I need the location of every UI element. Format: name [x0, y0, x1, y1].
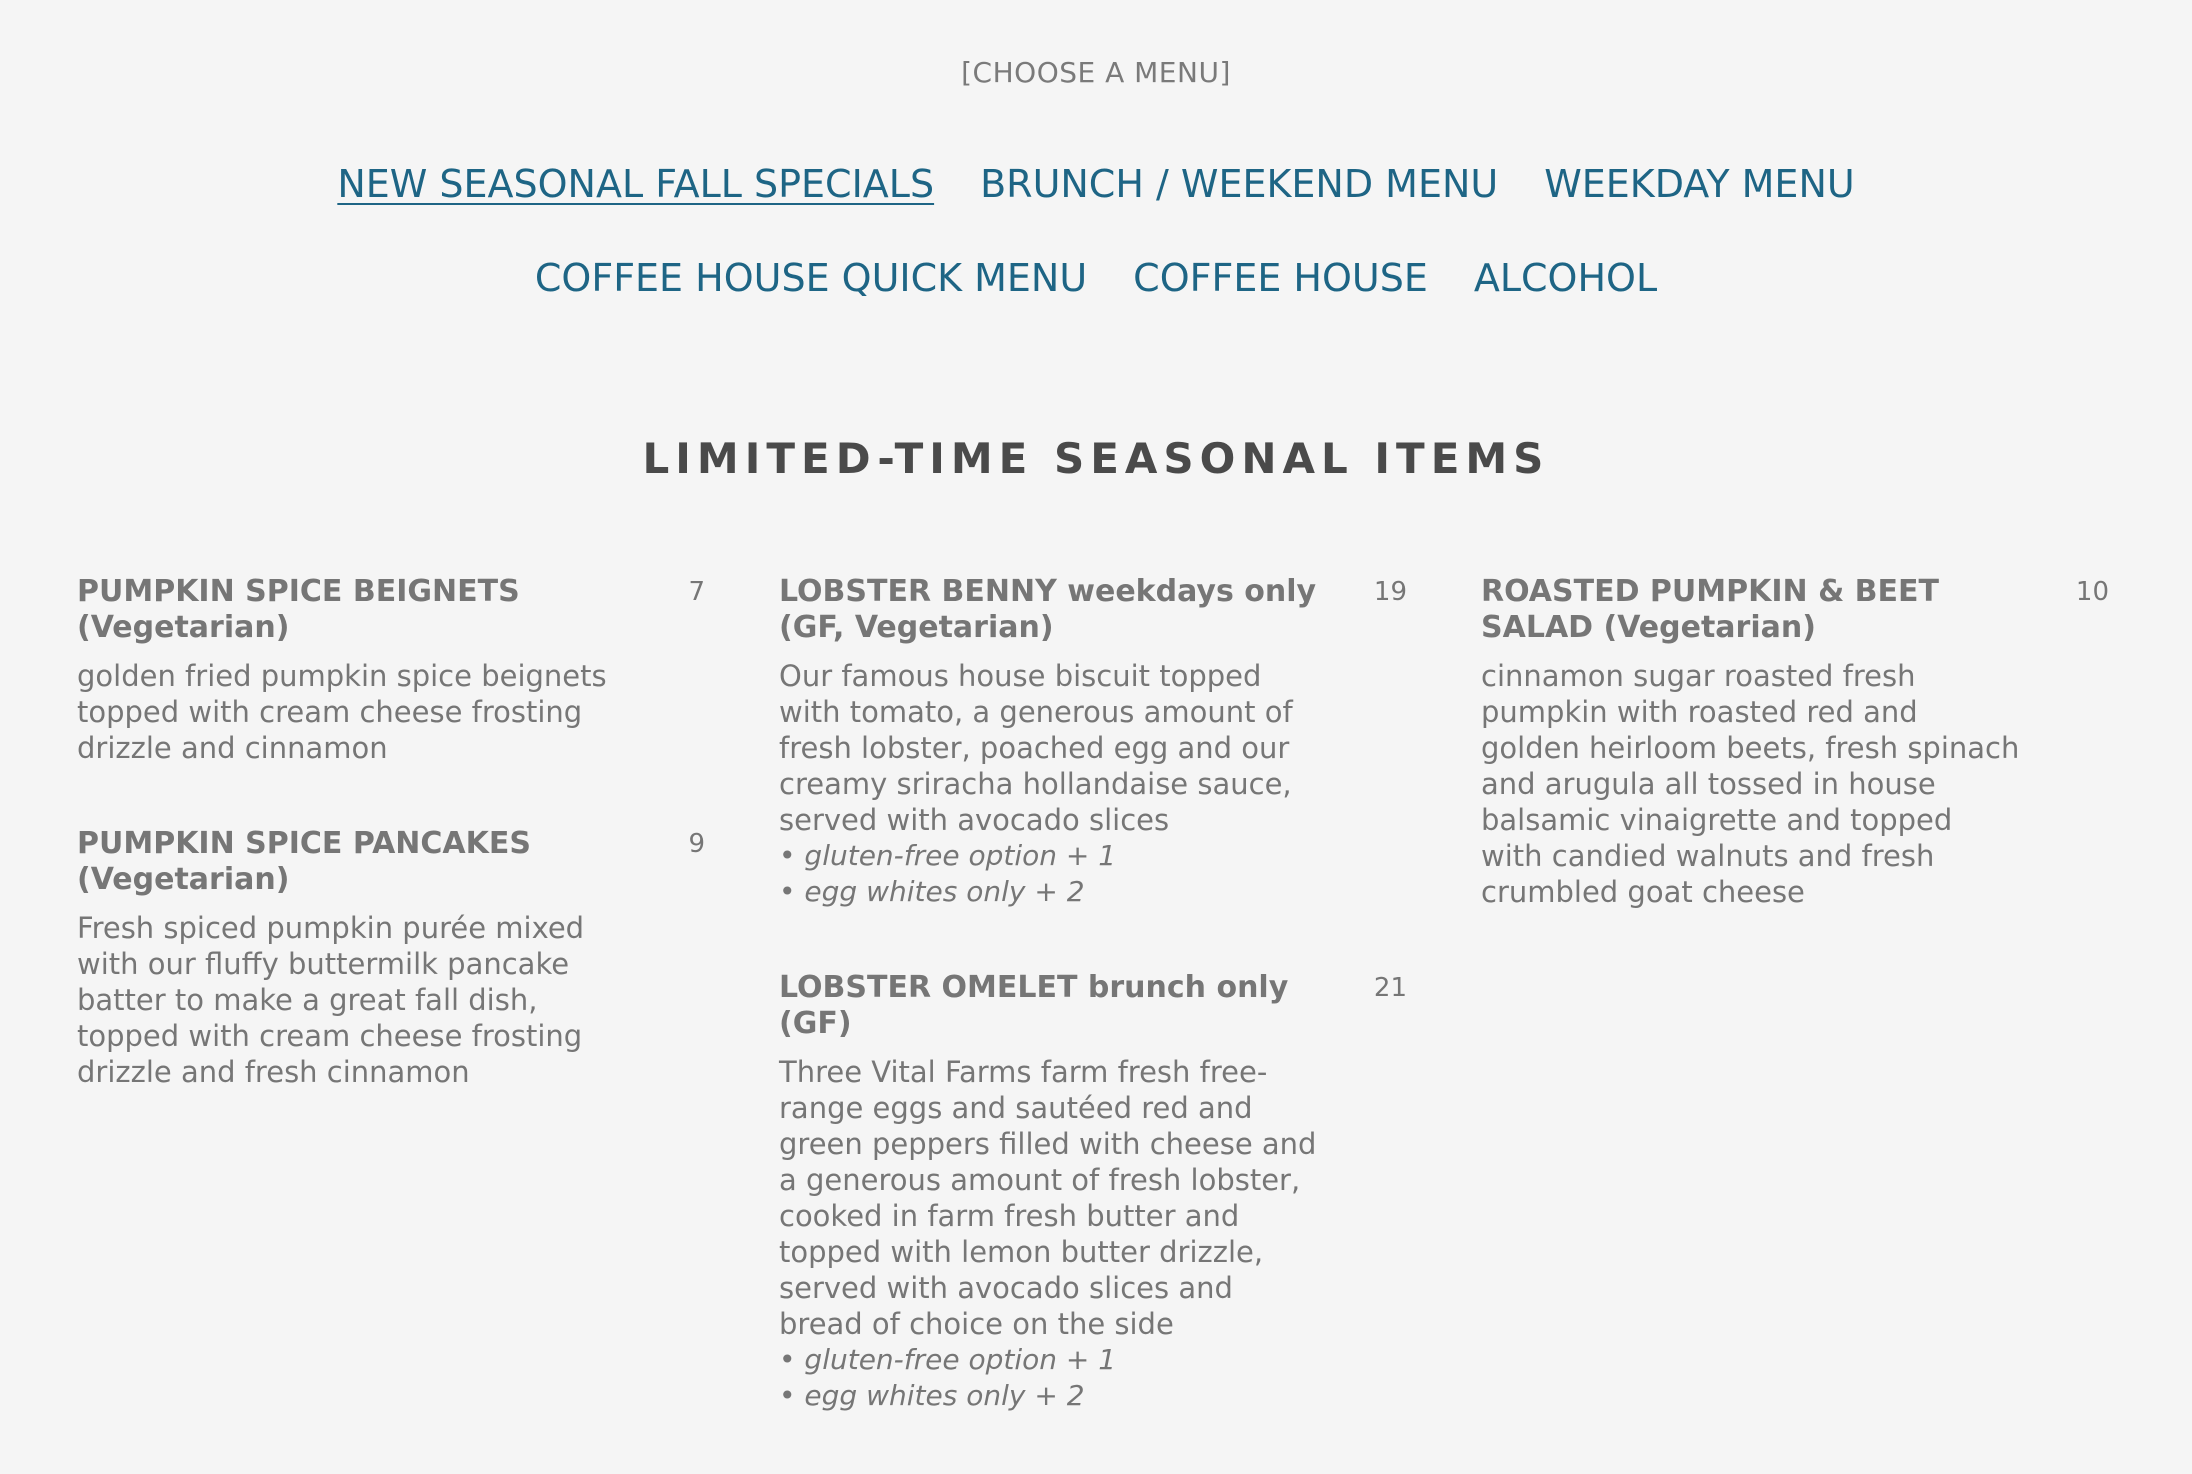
item-price: 10: [2075, 577, 2109, 607]
menu-item-pumpkin-spice-beignets: [77, 574, 707, 766]
nav-link-new-seasonal-fall-specials[interactable]: NEW SEASONAL FALL SPECIALS: [337, 162, 935, 206]
menu-column-1: [77, 574, 707, 1150]
menu-item-roasted-pumpkin-beet-salad: [1481, 574, 2111, 910]
item-name: PUMPKIN SPICE PANCAKES (Vegetarian): [77, 826, 531, 897]
item-name: LOBSTER OMELET brunch only (GF): [779, 970, 1289, 1041]
item-option: • gluten-free option + 1: [779, 1343, 1117, 1376]
menu-item-pumpkin-spice-pancakes: [77, 826, 707, 1090]
item-option: • egg whites only + 2: [779, 875, 1085, 908]
menu-item-lobster-benny: [779, 574, 1409, 910]
item-name: LOBSTER BENNY weekdays only (GF, Vegetarian): [779, 574, 1317, 645]
menu-nav-row-1: [0, 162, 2192, 206]
item-price: 19: [1373, 577, 1407, 607]
item-option: • gluten-free option + 1: [779, 839, 1117, 872]
nav-link-brunch-weekend-menu[interactable]: BRUNCH / WEEKEND MENU: [980, 162, 1499, 206]
item-price: 7: [688, 577, 705, 607]
item-description: cinnamon sugar roasted fresh pumpkin with roasted red and golden heirloom beets, fresh spinach and arugula all tossed in house balsamic vinaigrette and topped with candied walnuts and fresh crumbled goat cheese: [1481, 659, 2020, 909]
menu-column-3: [1481, 574, 2111, 970]
nav-link-coffee-house[interactable]: COFFEE HOUSE: [1133, 256, 1428, 300]
item-description: Three Vital Farms farm fresh free-range eggs and sautéed red and green peppers filled with cheese and a generous amount of fresh lobster, cooked in farm fresh butter and topped with lemon butter drizzle, served with avocado slices and bread of choice on the side: [779, 1055, 1317, 1341]
nav-link-coffee-house-quick-menu[interactable]: COFFEE HOUSE QUICK MENU: [534, 256, 1088, 300]
menu-item-lobster-omelet: [779, 970, 1409, 1414]
choose-menu-label: [CHOOSE A MENU]: [961, 56, 1231, 89]
item-price: 21: [1373, 973, 1407, 1003]
menu-column-2: [779, 574, 1409, 1474]
item-option: • egg whites only + 2: [779, 1379, 1085, 1412]
menu-nav-row-2: [0, 256, 2192, 300]
item-description: golden fried pumpkin spice beignets topped with cream cheese frosting drizzle and cinnamon: [77, 659, 607, 765]
item-price: 9: [688, 829, 705, 859]
section-title: LIMITED-TIME SEASONAL ITEMS: [642, 434, 1550, 483]
item-name: PUMPKIN SPICE BEIGNETS (Vegetarian): [77, 574, 520, 645]
item-name: ROASTED PUMPKIN & BEET SALAD (Vegetarian): [1481, 574, 1939, 645]
item-description: Fresh spiced pumpkin purée mixed with our fluffy buttermilk pancake batter to make a great fall dish, topped with cream cheese frosting drizzle and fresh cinnamon: [77, 911, 585, 1089]
item-description: Our famous house biscuit topped with tomato, a generous amount of fresh lobster, poached egg and our creamy sriracha hollandaise sauce, served with avocado slices: [779, 659, 1293, 837]
nav-link-alcohol[interactable]: ALCOHOL: [1473, 256, 1658, 300]
nav-link-weekday-menu[interactable]: WEEKDAY MENU: [1544, 162, 1855, 206]
